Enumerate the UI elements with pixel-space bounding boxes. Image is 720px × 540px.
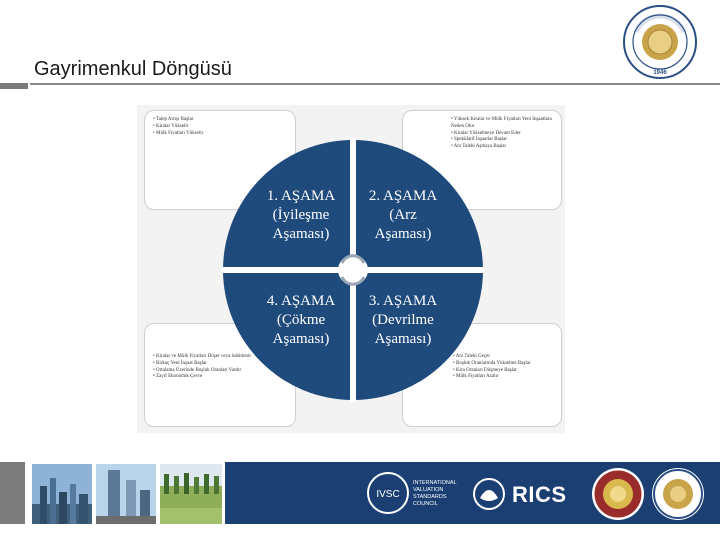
phase-2-line-1: 2. AŞAMA <box>368 188 438 204</box>
box-item: • Mülk Fiyatları Azalır <box>453 374 553 381</box>
box-item: • Birkaç Yeni İnşaat Başlar <box>153 361 287 368</box>
phase-1-line-3: Aşaması) <box>272 226 330 242</box>
phase-1-line-1: 1. AŞAMA <box>266 188 336 204</box>
phase-2-line-2: (Arz <box>389 207 417 223</box>
phase-4-line-1: 4. AŞAMA <box>266 293 336 309</box>
ivsc-line: INTERNATIONAL <box>413 480 457 486</box>
footer-grey-strip <box>0 462 25 524</box>
phase-3-line-3: Aşaması) <box>374 331 432 347</box>
box-item: • Ortalama Üzerinde Boşluk Oranları Vardır <box>153 368 287 375</box>
phase-3-line-2: (Devrilme <box>372 312 434 328</box>
ankara-university-logo <box>622 4 698 80</box>
ivsc-line: VALUATION <box>413 487 444 494</box>
box-item: • Mülk Fiyatları Yükselir <box>153 131 287 138</box>
phase-4-line-3: Aşaması) <box>272 331 330 347</box>
box-item: • Kiralar ve Mülk Fiyatları Düşer veya Sabitlenir <box>153 354 287 361</box>
slide-title: Gayrimenkul Döngüsü <box>34 58 232 80</box>
title-accent-bar <box>0 83 28 89</box>
ivsc-line: COUNCIL <box>413 501 438 508</box>
towers-photo <box>96 464 156 524</box>
footer-seal-1-icon <box>590 466 646 522</box>
ivsc-logo <box>366 470 410 516</box>
ivsc-name <box>413 480 473 509</box>
cycle-circle <box>137 105 565 433</box>
city-skyline-photo <box>32 464 92 524</box>
phase-3-line-1: 3. AŞAMA <box>368 293 438 309</box>
phase-2-line-3: Aşaması) <box>374 226 432 242</box>
countryside-photo <box>160 464 222 524</box>
box-item: • Talep Artışı Başlar <box>153 117 287 124</box>
box-item: • Yüksek Kiralar ve Mülk Fiyatları Yeni İnşaatlara Neden Olur <box>451 117 553 131</box>
logo-year: 1946 <box>653 70 667 76</box>
footer-seal-2-icon <box>650 466 706 522</box>
title-divider <box>30 83 720 85</box>
rics-lion-icon <box>470 474 508 514</box>
box-item: • Kiralar Yükselir <box>153 124 287 131</box>
phase-4-line-2: (Çökme <box>276 312 326 328</box>
rics-logo-text: RICS <box>512 482 567 507</box>
real-estate-cycle-diagram <box>137 105 565 433</box>
box-item: • Arz Talebi Aşmaya Başlar <box>451 144 553 151</box>
phase-1-line-2: (İyileşme <box>272 207 330 223</box>
box-item: • Kiralar Yükselmeye Devam Eder <box>451 131 553 138</box>
ivsc-line: STANDARDS <box>413 494 447 501</box>
box-item: • Spekülatif İnşaatlar Başlar <box>451 137 553 144</box>
box-item: • Kira Oranları Düşmeye Başlar <box>453 368 553 375</box>
ivsc-logo-label: IVSC <box>376 489 400 500</box>
box-item: • Zayıf Ekonomik Çevre <box>153 374 287 381</box>
box-item: • Boşluk Oranlarında Yükselme Başlar <box>453 361 553 368</box>
box-item: • Arz Talebi Geçer <box>453 354 553 361</box>
